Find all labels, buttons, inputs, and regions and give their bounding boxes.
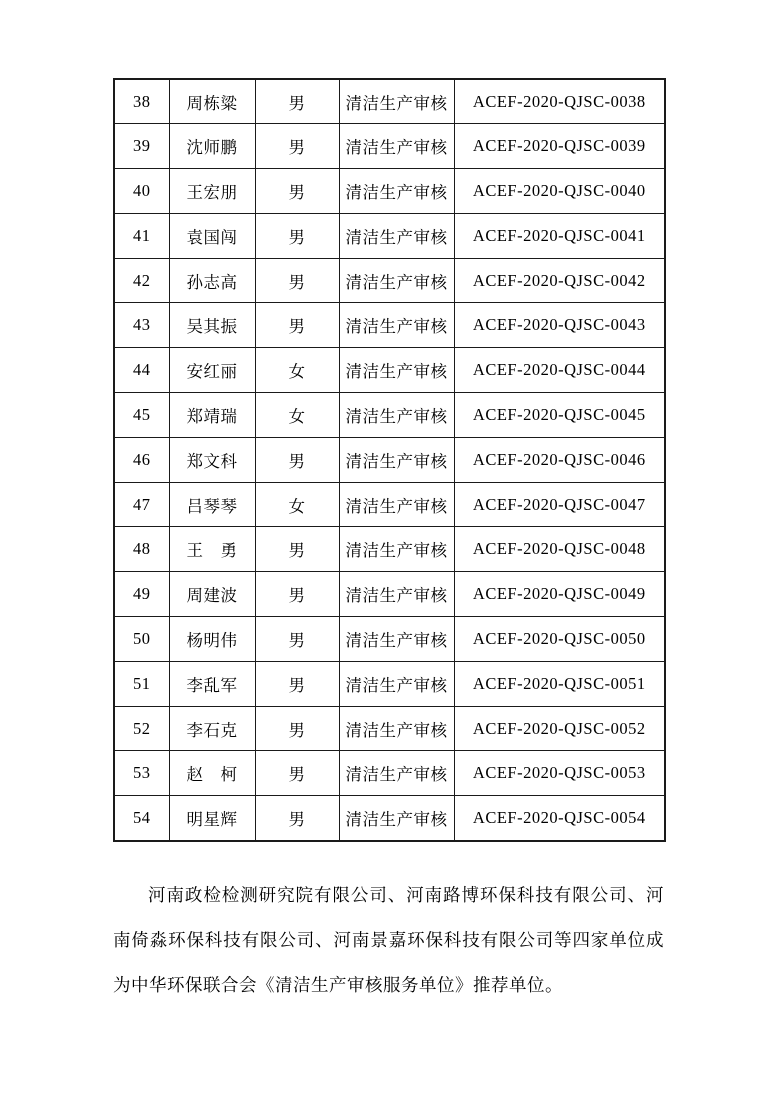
qualification-cell: 清洁生产审核 [339, 617, 454, 662]
serial-cell: 51 [114, 661, 169, 706]
serial-cell: 48 [114, 527, 169, 572]
name-cell: 李石克 [169, 706, 255, 751]
qualification-cell: 清洁生产审核 [339, 303, 454, 348]
qualification-cell: 清洁生产审核 [339, 706, 454, 751]
qualification-cell: 清洁生产审核 [339, 751, 454, 796]
table-row [114, 79, 665, 124]
table-row [114, 303, 665, 348]
certificate-cell: ACEF-2020-QJSC-0053 [454, 751, 665, 796]
qualification-cell: 清洁生产审核 [339, 482, 454, 527]
table-row [114, 213, 665, 258]
table-row [114, 751, 665, 796]
name-cell: 吕琴琴 [169, 482, 255, 527]
table-row [114, 706, 665, 751]
certificate-cell: ACEF-2020-QJSC-0050 [454, 617, 665, 662]
qualification-cell: 清洁生产审核 [339, 393, 454, 438]
table-row [114, 572, 665, 617]
serial-cell: 45 [114, 393, 169, 438]
gender-cell: 男 [255, 706, 339, 751]
gender-cell: 女 [255, 348, 339, 393]
name-cell: 郑文科 [169, 437, 255, 482]
table-row [114, 169, 665, 214]
table-row [114, 661, 665, 706]
serial-cell: 38 [114, 79, 169, 124]
certificate-cell: ACEF-2020-QJSC-0043 [454, 303, 665, 348]
serial-cell: 49 [114, 572, 169, 617]
certificate-cell: ACEF-2020-QJSC-0041 [454, 213, 665, 258]
qualification-cell: 清洁生产审核 [339, 437, 454, 482]
gender-cell: 男 [255, 572, 339, 617]
name-cell: 王 勇 [169, 527, 255, 572]
certificate-cell: ACEF-2020-QJSC-0045 [454, 393, 665, 438]
name-cell: 袁国闯 [169, 213, 255, 258]
qualification-cell: 清洁生产审核 [339, 796, 454, 841]
qualification-cell: 清洁生产审核 [339, 348, 454, 393]
certificate-cell: ACEF-2020-QJSC-0046 [454, 437, 665, 482]
gender-cell: 男 [255, 617, 339, 662]
table-body [114, 79, 665, 841]
serial-cell: 54 [114, 796, 169, 841]
serial-cell: 39 [114, 124, 169, 169]
name-cell: 王宏朋 [169, 169, 255, 214]
qualification-cell: 清洁生产审核 [339, 169, 454, 214]
serial-cell: 42 [114, 258, 169, 303]
certificate-cell: ACEF-2020-QJSC-0040 [454, 169, 665, 214]
gender-cell: 女 [255, 393, 339, 438]
serial-cell: 46 [114, 437, 169, 482]
certificate-table-container [113, 78, 664, 842]
certificate-cell: ACEF-2020-QJSC-0044 [454, 348, 665, 393]
qualification-cell: 清洁生产审核 [339, 572, 454, 617]
gender-cell: 男 [255, 527, 339, 572]
gender-cell: 男 [255, 258, 339, 303]
gender-cell: 男 [255, 169, 339, 214]
gender-cell: 男 [255, 124, 339, 169]
serial-cell: 41 [114, 213, 169, 258]
table-row [114, 124, 665, 169]
name-cell: 孙志高 [169, 258, 255, 303]
name-cell: 吴其振 [169, 303, 255, 348]
table-row [114, 617, 665, 662]
table-row [114, 393, 665, 438]
table-row [114, 482, 665, 527]
gender-cell: 男 [255, 751, 339, 796]
certificate-cell: ACEF-2020-QJSC-0047 [454, 482, 665, 527]
name-cell: 李乱军 [169, 661, 255, 706]
name-cell: 赵 柯 [169, 751, 255, 796]
certificate-cell: ACEF-2020-QJSC-0052 [454, 706, 665, 751]
certificate-cell: ACEF-2020-QJSC-0048 [454, 527, 665, 572]
gender-cell: 女 [255, 482, 339, 527]
gender-cell: 男 [255, 661, 339, 706]
qualification-cell: 清洁生产审核 [339, 213, 454, 258]
qualification-cell: 清洁生产审核 [339, 124, 454, 169]
certificate-cell: ACEF-2020-QJSC-0042 [454, 258, 665, 303]
name-cell: 明星辉 [169, 796, 255, 841]
table-row [114, 258, 665, 303]
name-cell: 杨明伟 [169, 617, 255, 662]
gender-cell: 男 [255, 79, 339, 124]
name-cell: 郑靖瑞 [169, 393, 255, 438]
table-row [114, 348, 665, 393]
certificate-cell: ACEF-2020-QJSC-0054 [454, 796, 665, 841]
serial-cell: 52 [114, 706, 169, 751]
certificate-table [113, 78, 666, 842]
qualification-cell: 清洁生产审核 [339, 258, 454, 303]
gender-cell: 男 [255, 796, 339, 841]
serial-cell: 43 [114, 303, 169, 348]
gender-cell: 男 [255, 437, 339, 482]
qualification-cell: 清洁生产审核 [339, 661, 454, 706]
serial-cell: 50 [114, 617, 169, 662]
qualification-cell: 清洁生产审核 [339, 79, 454, 124]
certificate-cell: ACEF-2020-QJSC-0051 [454, 661, 665, 706]
gender-cell: 男 [255, 303, 339, 348]
name-cell: 沈师鹏 [169, 124, 255, 169]
serial-cell: 44 [114, 348, 169, 393]
serial-cell: 53 [114, 751, 169, 796]
table-row [114, 437, 665, 482]
name-cell: 安红丽 [169, 348, 255, 393]
serial-cell: 40 [114, 169, 169, 214]
table-row [114, 527, 665, 572]
name-cell: 周栋粱 [169, 79, 255, 124]
gender-cell: 男 [255, 213, 339, 258]
certificate-cell: ACEF-2020-QJSC-0038 [454, 79, 665, 124]
name-cell: 周建波 [169, 572, 255, 617]
table-row [114, 796, 665, 841]
certificate-cell: ACEF-2020-QJSC-0049 [454, 572, 665, 617]
qualification-cell: 清洁生产审核 [339, 527, 454, 572]
serial-cell: 47 [114, 482, 169, 527]
certificate-cell: ACEF-2020-QJSC-0039 [454, 124, 665, 169]
closing-paragraph: 河南政检检测研究院有限公司、河南路博环保科技有限公司、河南倚淼环保科技有限公司、河南景嘉环保科技有限公司等四家单位成为中华环保联合会《清洁生产审核服务单位》推荐单位。 [113, 885, 664, 995]
